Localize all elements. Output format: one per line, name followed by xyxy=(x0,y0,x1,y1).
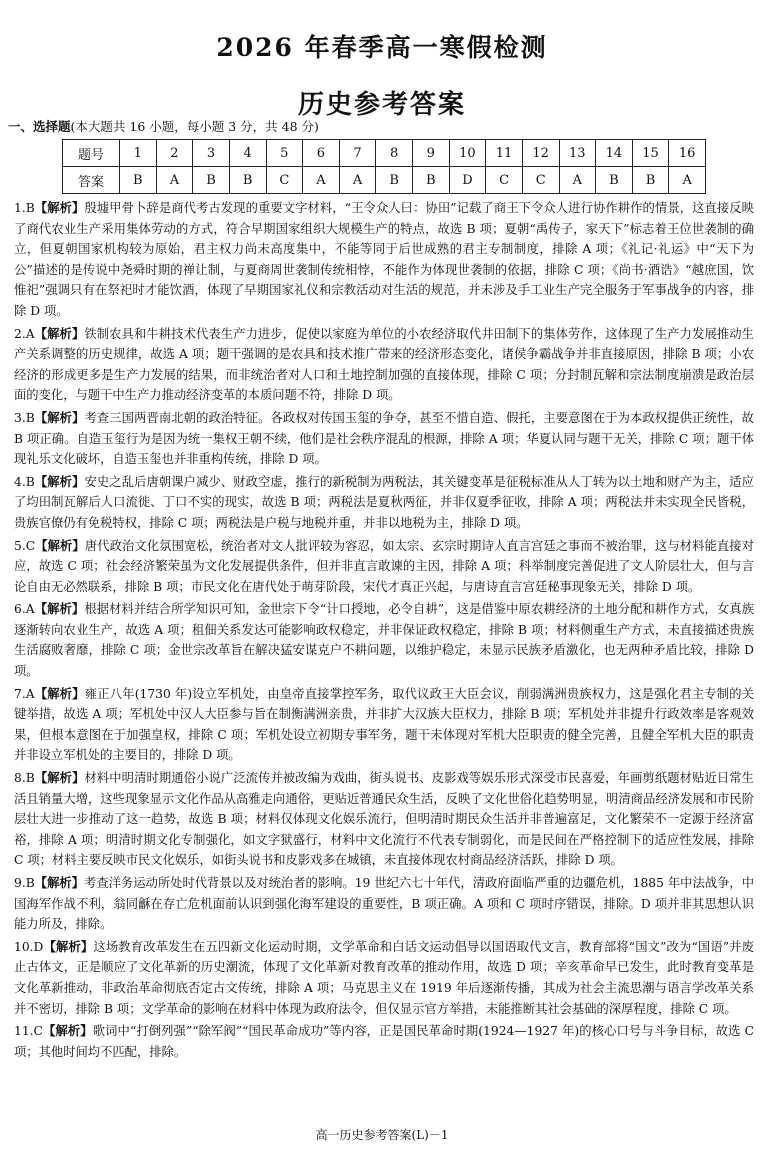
question-answer-lead: 8.B xyxy=(14,771,35,786)
question-answer-lead: 3.B xyxy=(14,410,35,425)
explanation-item xyxy=(14,684,754,766)
question-number-row xyxy=(63,140,706,167)
question-answer-lead: 2.A xyxy=(14,326,35,341)
explanation-item xyxy=(14,536,754,598)
question-answer-lead: 11.C xyxy=(14,1024,43,1039)
explanations-list xyxy=(14,198,754,1064)
analysis-tag: 【解析】 xyxy=(42,1023,93,1039)
explanation-text: 这场教育改革发生在五四新文化运动时期，文学革命和白话文运动倡导以国语取代文言，教育部将“国文”改为“国语”并废止古体文，正是顺应了文化革新的历史潮流，体现了文化革新对教育改革的推动作用，故选 D 项；辛亥革命早已发生，此时教育变革是文化革新推动，非政治革命彻底否定古文传统，排除 A 项；马克思主义在 1919 年后逐渐传播，其成为社会主流思潮与语言学改革关系并不密切，排除 B 项；文学革命的影响在材料中体现为政府法令，但仅显示官方举措，未能推断其社会基础的深厚程度，排除 C 项。 xyxy=(14,939,754,1016)
analysis-tag: 【解析】 xyxy=(34,409,85,425)
answer-cell: A xyxy=(303,167,340,194)
answer-cell: B xyxy=(376,167,413,194)
explanation-text: 雍正八年(1730 年)设立军机处，由皇帝直接掌控军务，取代议政王大臣会议，削弱满洲贵族权力，这是强化君主专制的关键举措，故选 A 项；军机处中汉人大臣参与旨在制衡满洲亲贵，并非扩大汉族大臣权力，排除 B 项；军机处并非提升行政效率是客观效果，但根本意图在于加强皇权，排除 C 项；军机处设立初期专事军务，题干未体现对军机大臣职责的健全完善，且健全军机大臣的职责并非设立军机处的主要目的，排除 D 项。 xyxy=(14,686,754,763)
question-number-cell: 9 xyxy=(413,140,450,167)
question-answer-lead: 6.A xyxy=(14,602,35,617)
question-number-cell: 12 xyxy=(522,140,559,167)
page-footer: 高一历史参考答案(L)－1 xyxy=(315,1128,449,1142)
analysis-tag: 【解析】 xyxy=(34,200,85,215)
answer-cell: C xyxy=(522,167,559,194)
explanation-item xyxy=(14,408,754,470)
analysis-tag: 【解析】 xyxy=(35,537,85,553)
analysis-tag: 【解析】 xyxy=(34,601,85,617)
answer-table xyxy=(62,139,706,194)
explanation-item xyxy=(14,873,754,935)
question-number-cell: 8 xyxy=(376,140,413,167)
question-answer-lead: 9.B xyxy=(14,876,35,890)
explanation-item xyxy=(14,324,754,406)
question-number-cell: 16 xyxy=(669,140,706,167)
question-number-cell: 2 xyxy=(156,140,193,167)
page-title: 2026 年春季高一寒假检测 xyxy=(216,33,548,62)
explanation-text: 材料中明清时期通俗小说广泛流传并被改编为戏曲，街头说书、皮影戏等娱乐形式深受市民喜爱，年画剪纸题材贴近日常生活且销量大增，这些现象显示文化作品从高雅走向通俗，更贴近普通民众生活，反映了文化世俗化趋势明显，明清商品经济发展和市民阶层壮大进一步推动了这一趋势，故选 B 项；材料仅体现文化娱乐流行，但明清时期民众生活并非普遍富足，文化繁荣不一定源于经济富裕，排除 A 项；明清时期文化专制强化，如文字狱盛行，材料中文化流行不代表专制弱化，而是民间在严格控制下的适应性发展，排除 C 项；材料主要反映市民文化娱乐，如街头说书和皮影戏多在城镇，未直接体现农村商品经济活跃，排除 D 项。 xyxy=(14,771,754,868)
page-subtitle: 历史参考答案 xyxy=(297,90,466,120)
question-number-cell: 13 xyxy=(559,140,596,167)
analysis-tag: 【解析】 xyxy=(43,938,94,954)
explanation-item xyxy=(14,937,754,1019)
analysis-tag: 【解析】 xyxy=(34,325,85,341)
explanation-item xyxy=(14,472,754,534)
answer-cell: A xyxy=(339,167,376,194)
question-number-cell: 6 xyxy=(303,140,340,167)
answer-cell: A xyxy=(156,167,193,194)
explanation-item xyxy=(14,198,754,322)
question-number-cell: 10 xyxy=(449,140,486,167)
explanation-text: 考查三国两晋南北朝的政治特征。各政权对传国玉玺的争夺，甚至不惜自造、假托，主要意图在于为本政权提供正统性，故 B 项正确。自造玉玺行为是因为统一集权王朝不续，他们是社会秩序混乱的根源，排除 A 项；华夏认同与题干无关，排除 C 项；题干体现礼乐文化破坏，自造玉玺也并非重构传统，排除 D 项。 xyxy=(14,410,754,467)
answer-cell: B xyxy=(229,167,266,194)
question-answer-lead: 5.C xyxy=(14,538,36,553)
question-number-cell: 11 xyxy=(486,140,523,167)
answer-cell: B xyxy=(193,167,230,194)
question-number-cell: 5 xyxy=(266,140,303,167)
explanation-text: 歌词中“打倒列强”“除军阀”“国民革命成功”等内容，正是国民革命时期(1924—1927 年)的核心口号与斗争目标，故选 C 项；其他时间均不匹配，排除。 xyxy=(14,1024,754,1059)
answer-row xyxy=(63,167,706,194)
question-answer-lead: 10.D xyxy=(14,939,44,954)
question-number-cell: 1 xyxy=(120,140,157,167)
question-number-cell: 15 xyxy=(632,140,669,167)
question-answer-lead: 4.B xyxy=(14,474,35,489)
question-answer-lead: 7.A xyxy=(14,686,35,701)
question-number-cell: 4 xyxy=(229,140,266,167)
explanation-text: 安史之乱后唐朝课户减少、财政空虚，推行的新税制为两税法，其关键变革是征税标准从人丁转为以土地和财产为主，适应了均田制瓦解后人口流徙、丁口不实的现实，故选 B 项；两税法是夏秋两征，并非仅夏季征收，排除 A 项；两税法并未实现全民皆税，贵族官僚仍有免税特权，排除 C 项；两税法是户税与地税并重，并非以地税为主，排除 D 项。 xyxy=(14,474,754,530)
explanation-text: 考查洋务运动所处时代背景以及对统治者的影响。19 世纪六七十年代，清政府面临严重的边疆危机，1885 年中法战争，中国海军作战不利，翁同龢在存亡危机面前认识到强化海军建设的重要性，B 项正确。A 项和 C 项时序错误，排除。D 项并非其思想认识能力所及，排除。 xyxy=(14,876,754,932)
row-label-question: 题号 xyxy=(63,140,120,167)
explanation-text: 唐代政治文化氛围宽松，统治者对文人批评较为容忍，如太宗、玄宗时期诗人直言宫廷之事而不被治罪，这与材料能直接对应，故选 C 项；社会经济繁荣虽为文化发展提供条件，但并非直言敢谏的主因，排除 A 项；科举制度完善促进了文人阶层壮大，但与言论自由无必然联系，排除 B 项；市民文化在唐代处于萌芽阶段，宋代才真正兴起，与唐诗直言宫廷秘事现象无关，排除 D 项。 xyxy=(14,538,754,594)
explanation-text: 铁制农具和牛耕技术代表生产力进步，促使以家庭为单位的小农经济取代井田制下的集体劳作，这体现了生产力发展推动生产关系调整的历史规律，故选 A 项；题干强调的是农具和技术推广带来的经济形态变化，诸侯争霸战争并非直接原因，排除 B 项；小农经济的形成更多是生产力发展的结果，而非统治者对人口和土地控制加强的直接体现，排除 C 项；分封制瓦解和宗法制度崩溃是政治层面的变化，与题干中生产力推动经济变革的本质问题不符，排除 D 项。 xyxy=(14,326,754,403)
answer-cell: B xyxy=(413,167,450,194)
section-note: (本大题共 16 小题，每小题 3 分，共 48 分) xyxy=(70,119,319,134)
answer-cell: A xyxy=(559,167,596,194)
explanation-text: 根据材料并结合所学知识可知，金世宗下令“计口授地，必令自耕”，这是借鉴中原农耕经济的土地分配和耕作方式，女真族逐渐转向农业生产，故选 A 项；租佃关系发达可能影响政权稳定，并非保证政权稳定，排除 B 项；材料侧重生产方式，未直接描述贵族生活腐败奢靡，排除 C 项；金世宗改革旨在解决猛安谋克户不耕问题，以维护稳定，未显示民族矛盾激化，也无两种矛盾比较，排除 D 项。 xyxy=(14,602,754,679)
answer-cell: C xyxy=(486,167,523,194)
analysis-tag: 【解析】 xyxy=(34,770,85,786)
row-label-answer: 答案 xyxy=(63,167,120,194)
explanation-text: 殷墟甲骨卜辞是商代考古发现的重要文字材料，“王令众人曰：协田”记载了商王下令众人进行协作耕作的情景，这直接反映了商代农业生产采用集体劳动的方式，符合早期国家组织大规模生产的特点，故选 B 项；夏朝“禹传子，家天下”标志着王位世袭制的确立，但夏朝国家机构较为原始，君主权力尚未高度集中，不能等同于后世成熟的君主专制制度，排除 A 项；《礼记·礼运》中“天下为公”描述的是传说中尧舜时期的禅让制，与夏商周世袭制传统相悖，不能作为体现世袭制的依据，排除 C 项；《尚书·酒诰》“越庶国，饮惟祀”强调只有在祭祀时才能饮酒，体现了早期国家礼仪和宗教活动对生活的规范，并未涉及手工业生产完全服务于军事战争的内容，排除 D 项。 xyxy=(14,201,754,318)
section-label: 一、选择题 xyxy=(8,119,71,134)
question-answer-lead: 1.B xyxy=(14,201,35,215)
explanation-item xyxy=(14,768,754,871)
analysis-tag: 【解析】 xyxy=(34,875,85,890)
answer-cell: B xyxy=(632,167,669,194)
section-heading xyxy=(8,117,319,135)
answer-cell: D xyxy=(449,167,486,194)
answer-cell: A xyxy=(669,167,706,194)
explanation-item xyxy=(14,599,754,681)
explanation-item xyxy=(14,1021,754,1062)
answer-cell: C xyxy=(266,167,303,194)
question-number-cell: 7 xyxy=(339,140,376,167)
analysis-tag: 【解析】 xyxy=(34,685,85,701)
question-number-cell: 3 xyxy=(193,140,230,167)
analysis-tag: 【解析】 xyxy=(34,473,85,489)
answer-cell: B xyxy=(596,167,633,194)
answer-cell: B xyxy=(120,167,157,194)
question-number-cell: 14 xyxy=(596,140,633,167)
